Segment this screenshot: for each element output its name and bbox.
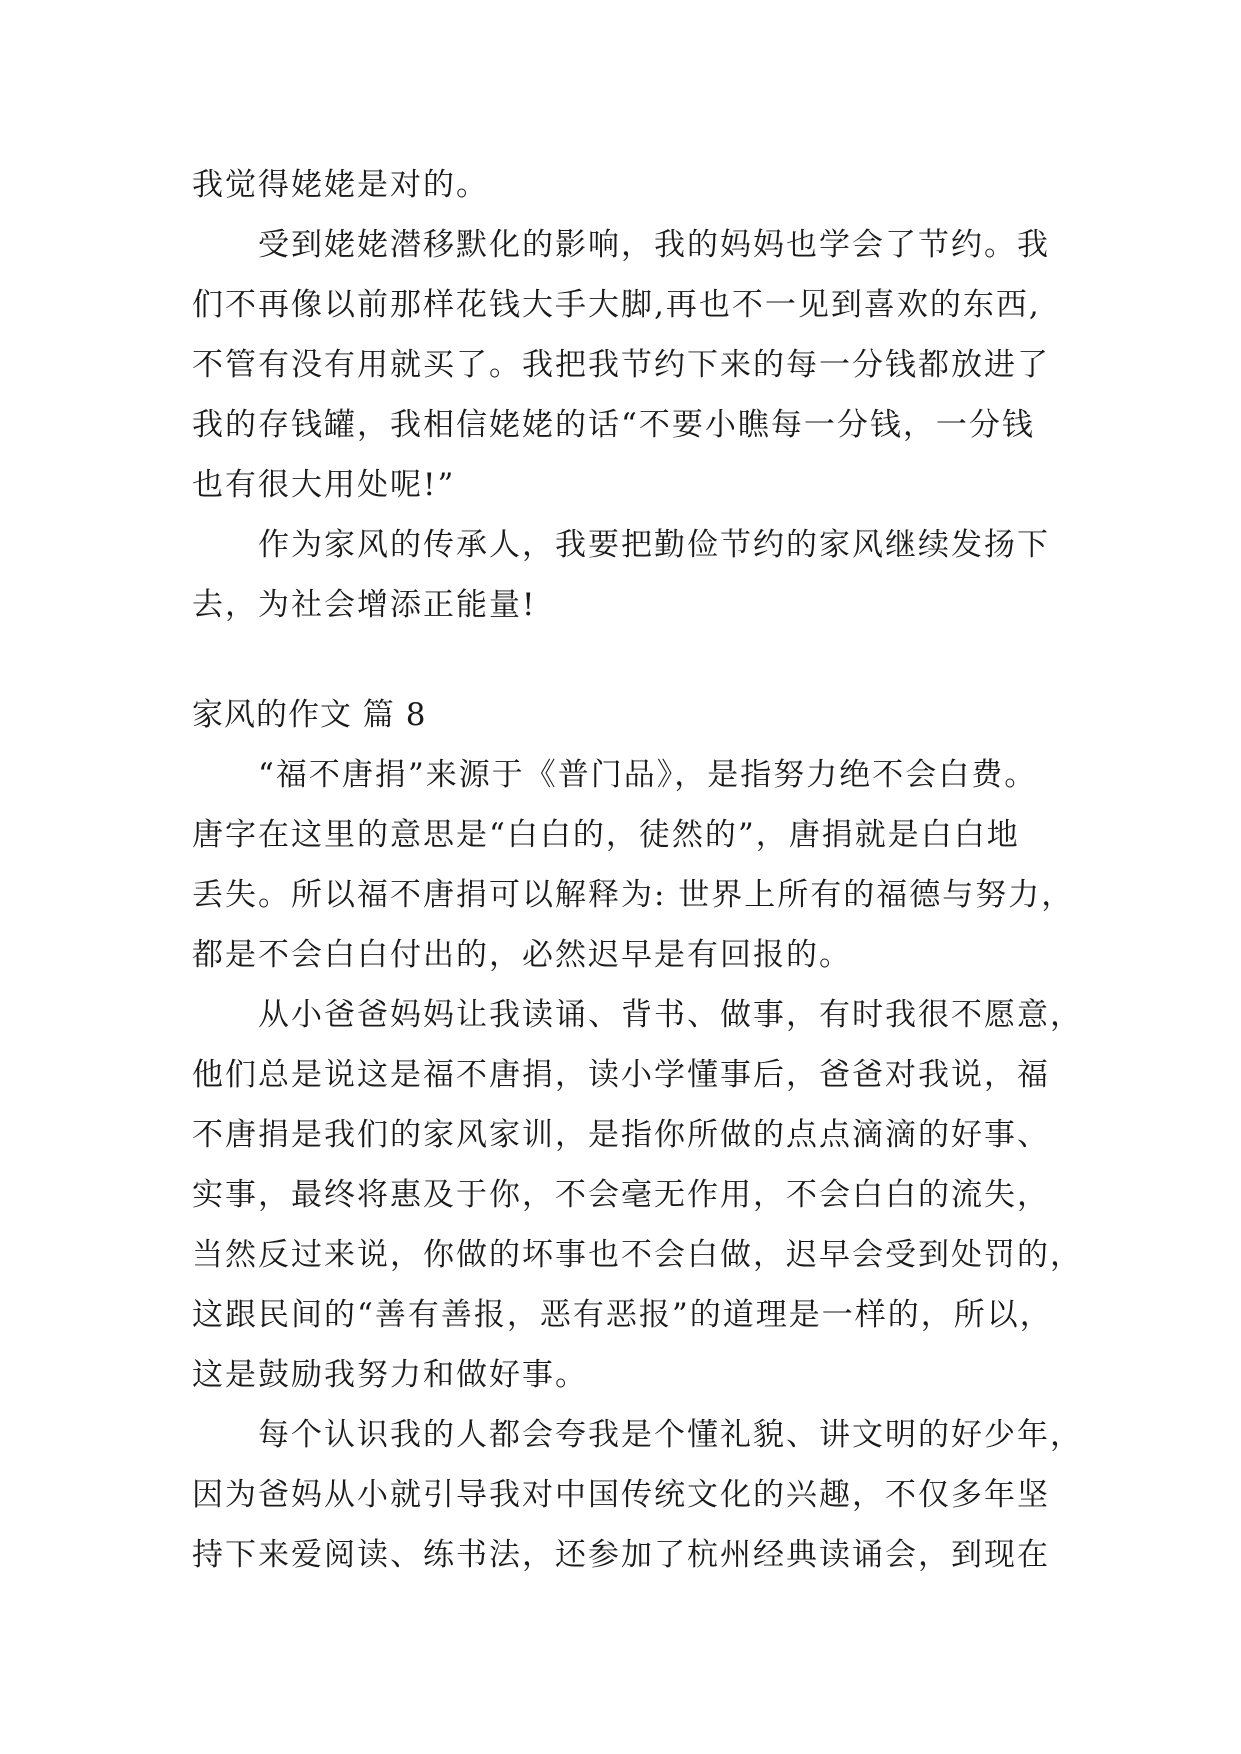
text-line: 都是不会白白付出的，必然迟早是有回报的。 — [192, 937, 852, 973]
section-heading: 家风的作文 篇 8 — [192, 697, 427, 733]
text-line: 们不再像以前那样花钱大手大脚,再也不一见到喜欢的东西, — [192, 287, 1041, 323]
text-line: 也有很大用处呢!” — [192, 467, 456, 503]
text-line: 这是鼓励我努力和做好事。 — [192, 1357, 588, 1393]
text-line: 丢失。所以福不唐捐可以解释为: 世界上所有的福德与努力， — [192, 877, 1075, 913]
text-line: 实事，最终将惠及于你，不会毫无作用，不会白白的流失， — [192, 1177, 1050, 1213]
text-line: 他们总是说这是福不唐捐，读小学懂事后，爸爸对我说，福 — [192, 1057, 1050, 1093]
paragraph-start: 作为家风的传承人，我要把勤俭节约的家风继续发扬下 — [258, 527, 1050, 563]
text-line: 我觉得姥姥是对的。 — [192, 167, 489, 203]
text-line: 持下来爱阅读、练书法，还参加了杭州经典读诵会，到现在 — [192, 1537, 1050, 1573]
text-line: 不唐捐是我们的家风家训，是指你所做的点点滴滴的好事、 — [192, 1117, 1050, 1153]
paragraph-start: 受到姥姥潜移默化的影响，我的妈妈也学会了节约。我 — [258, 227, 1050, 263]
paragraph-start: 从小爸爸妈妈让我读诵、背书、做事，有时我很不愿意， — [258, 997, 1083, 1033]
text-line: 我的存钱罐，我相信姥姥的话“不要小瞧每一分钱，一分钱 — [192, 407, 1035, 443]
text-line: 唐字在这里的意思是“白白的，徒然的”，唐捐就是白白地 — [192, 817, 1020, 853]
text-line: 不管有没有用就买了。我把我节约下来的每一分钱都放进了 — [192, 347, 1050, 383]
text-line: 去，为社会增添正能量! — [192, 587, 537, 623]
text-line: 当然反过来说，你做的坏事也不会白做，迟早会受到处罚的， — [192, 1237, 1083, 1273]
paragraph-start: “福不唐捐”来源于《普门品》，是指努力绝不会白费。 — [258, 757, 1038, 793]
text-line: 这跟民间的“善有善报，恶有恶报”的道理是一样的，所以， — [192, 1297, 1053, 1333]
paragraph-start: 每个认识我的人都会夸我是个懂礼貌、讲文明的好少年， — [258, 1417, 1083, 1453]
text-line: 因为爸妈从小就引导我对中国传统文化的兴趣，不仅多年坚 — [192, 1477, 1050, 1513]
